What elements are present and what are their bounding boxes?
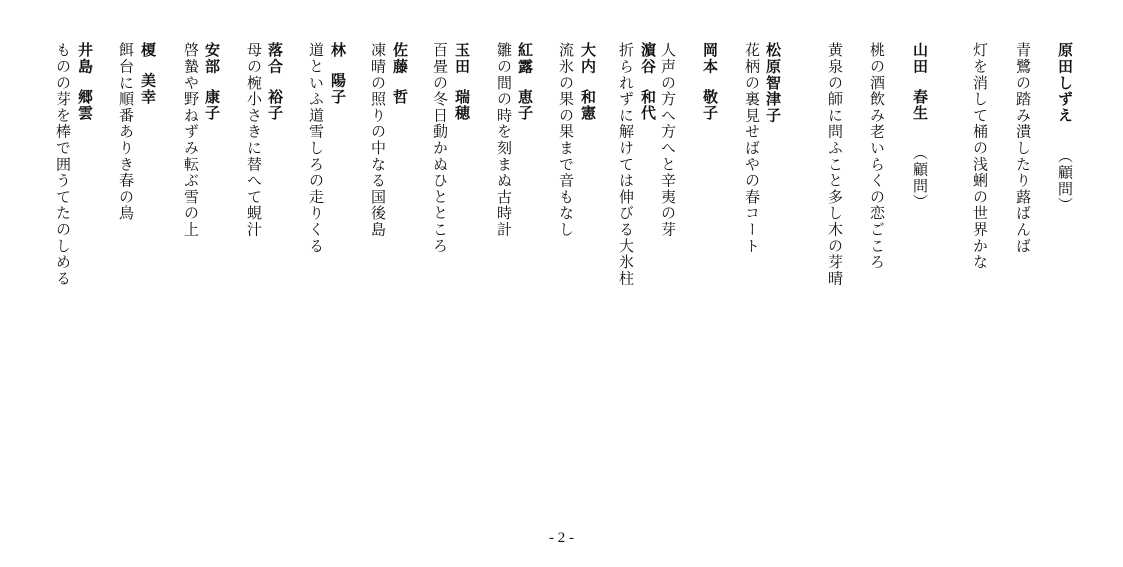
author-family-name: 原田しずえ xyxy=(1056,42,1074,124)
author-name xyxy=(204,42,220,121)
author-given-name: 春生 xyxy=(911,88,929,122)
author-family-name: 濵谷 xyxy=(639,42,657,75)
author-given-name: 瑞穂 xyxy=(453,88,471,122)
author-family-name: 大内 xyxy=(579,42,597,75)
author-family-name: 玉田 xyxy=(453,42,471,75)
haiku-line: 流氷の果の果まで音もなし xyxy=(557,42,575,238)
author-given-name: 裕子 xyxy=(266,88,284,122)
author-name xyxy=(517,42,533,121)
author-name xyxy=(640,42,656,121)
author-family-name: 佐藤 xyxy=(391,42,409,75)
author-family-name: 榎 xyxy=(139,42,157,59)
name-gap xyxy=(517,75,533,89)
author-given-name: 恵子 xyxy=(516,88,534,122)
name-gap xyxy=(140,58,156,72)
haiku-line: 黄泉の師に問ふこと多し木の芽晴 xyxy=(826,42,844,287)
haiku-line: 灯を消して桶の浅蜊の世界かな xyxy=(971,42,989,271)
author-family-name: 岡本 xyxy=(701,42,719,75)
author-name xyxy=(77,42,93,121)
haiku-line: 花柄の裏見せばやの春コート xyxy=(743,42,761,254)
author-family-name: 紅露 xyxy=(516,42,534,75)
haiku-line: 人声の方へ方へと辛夷の芽 xyxy=(659,42,677,238)
haiku-line: 雛の間の時を刻まぬ古時計 xyxy=(495,42,513,238)
name-gap xyxy=(77,75,93,89)
author-name xyxy=(267,42,283,121)
name-gap xyxy=(454,75,470,89)
haiku-line: ものの芽を棒で囲うてたのしめる xyxy=(54,42,72,287)
author-name xyxy=(912,42,928,210)
haiku-line: 啓蟄や野ねずみ転ぶ雪の上 xyxy=(182,42,200,238)
name-gap xyxy=(392,75,408,89)
author-family-name: 林 xyxy=(329,42,347,59)
author-name xyxy=(765,42,781,124)
author-family-name: 松原智津子 xyxy=(764,42,782,124)
author-given-name: 康子 xyxy=(203,88,221,122)
name-gap xyxy=(330,58,346,72)
author-family-name: 落合 xyxy=(266,42,284,75)
author-family-name: 安部 xyxy=(203,42,221,75)
author-given-name: 美幸 xyxy=(139,72,157,105)
author-name xyxy=(330,42,346,105)
author-name xyxy=(1057,42,1073,213)
page-number: - 2 - xyxy=(549,530,574,546)
author-name xyxy=(580,42,596,121)
haiku-line: 桃の酒飲み老いらくの恋ごころ xyxy=(868,42,886,271)
haiku-line: 百畳の冬日動かぬひとところ xyxy=(431,42,449,254)
name-gap xyxy=(204,75,220,89)
author-given-name: 陽子 xyxy=(329,72,347,105)
author-role: （顧問） xyxy=(911,145,929,211)
author-name xyxy=(454,42,470,121)
author-family-name: 山田 xyxy=(911,42,929,75)
author-given-name: 敬子 xyxy=(701,88,719,122)
haiku-line: 青鷺の踏み潰したり蕗ばんば xyxy=(1014,42,1032,254)
author-given-name: 和憲 xyxy=(579,88,597,122)
haiku-line: 道といふ道雪しろの走りくる xyxy=(307,42,325,254)
author-name xyxy=(392,42,408,105)
author-given-name: 哲 xyxy=(391,88,409,105)
author-name xyxy=(140,42,156,105)
haiku-line: 母の椀小さきに替へて蜆汁 xyxy=(245,42,263,238)
name-gap xyxy=(912,75,928,89)
name-gap xyxy=(640,75,656,89)
author-given-name: 和代 xyxy=(639,88,657,122)
name-gap xyxy=(580,75,596,89)
author-role: （顧問） xyxy=(1056,147,1074,213)
author-given-name: 郷雲 xyxy=(76,88,94,122)
name-gap xyxy=(267,75,283,89)
haiku-line: 凍晴の照りの中なる国後島 xyxy=(369,42,387,238)
name-gap xyxy=(702,75,718,89)
haiku-line: 折られずに解けては伸びる大氷柱 xyxy=(617,42,635,287)
author-name xyxy=(702,42,718,121)
author-family-name: 井島 xyxy=(76,42,94,75)
haiku-line: 餌台に順番ありき春の鳥 xyxy=(117,42,135,222)
